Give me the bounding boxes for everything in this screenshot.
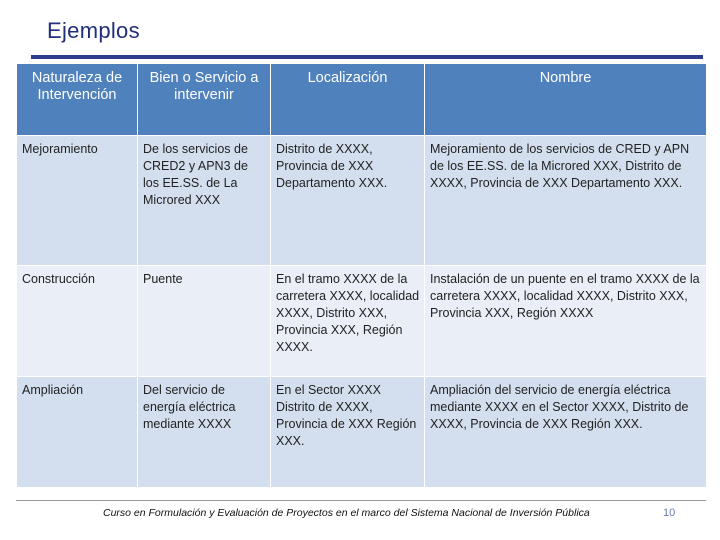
cell-bien-servicio: Del servicio de energía eléctrica mediante XXXX bbox=[138, 377, 271, 488]
cell-bien-servicio: De los servicios de CRED2 y APN3 de los EE.SS. de La Microred XXX bbox=[138, 136, 271, 266]
table-row bbox=[17, 266, 707, 377]
header-naturaleza: Naturaleza de Intervención bbox=[17, 64, 138, 136]
header-bien-servicio: Bien o Servicio a intervenir bbox=[138, 64, 271, 136]
table-row bbox=[17, 377, 707, 488]
cell-nombre: Mejoramiento de los servicios de CRED y APN de los EE.SS. de la Microred XXX, Distrito de XXXX, Provincia de XXX Departamento XXX. bbox=[425, 136, 707, 266]
cell-naturaleza: Mejoramiento bbox=[17, 136, 138, 266]
cell-localizacion: En el Sector XXXX Distrito de XXXX, Provincia de XXX Región XXX. bbox=[271, 377, 425, 488]
title-underline bbox=[31, 55, 703, 59]
cell-naturaleza: Ampliación bbox=[17, 377, 138, 488]
header-localizacion: Localización bbox=[271, 64, 425, 136]
table-header-row bbox=[17, 64, 707, 136]
slide-title: Ejemplos bbox=[47, 18, 140, 43]
examples-table bbox=[16, 63, 707, 488]
table-row bbox=[17, 136, 707, 266]
footer-course-title: Curso en Formulación y Evaluación de Proyectos en el marco del Sistema Nacional de Inversión Pública bbox=[103, 507, 590, 519]
cell-nombre: Ampliación del servicio de energía eléctrica mediante XXXX en el Sector XXXX, Distrito de XXXX, Provincia de XXX Región XXX. bbox=[425, 377, 707, 488]
cell-naturaleza: Construcción bbox=[17, 266, 138, 377]
cell-localizacion: En el tramo XXXX de la carretera XXXX, localidad XXXX, Distrito XXX, Provincia XXX, Región XXXX. bbox=[271, 266, 425, 377]
cell-nombre: Instalación de un puente en el tramo XXXX de la carretera XXXX, localidad XXXX, Distrito XXX, Provincia XXX, Región XXXX bbox=[425, 266, 707, 377]
footer-divider bbox=[16, 500, 706, 501]
cell-bien-servicio: Puente bbox=[138, 266, 271, 377]
cell-localizacion: Distrito de XXXX, Provincia de XXX Departamento XXX. bbox=[271, 136, 425, 266]
header-nombre: Nombre bbox=[425, 64, 707, 136]
page-number: 10 bbox=[663, 507, 676, 519]
